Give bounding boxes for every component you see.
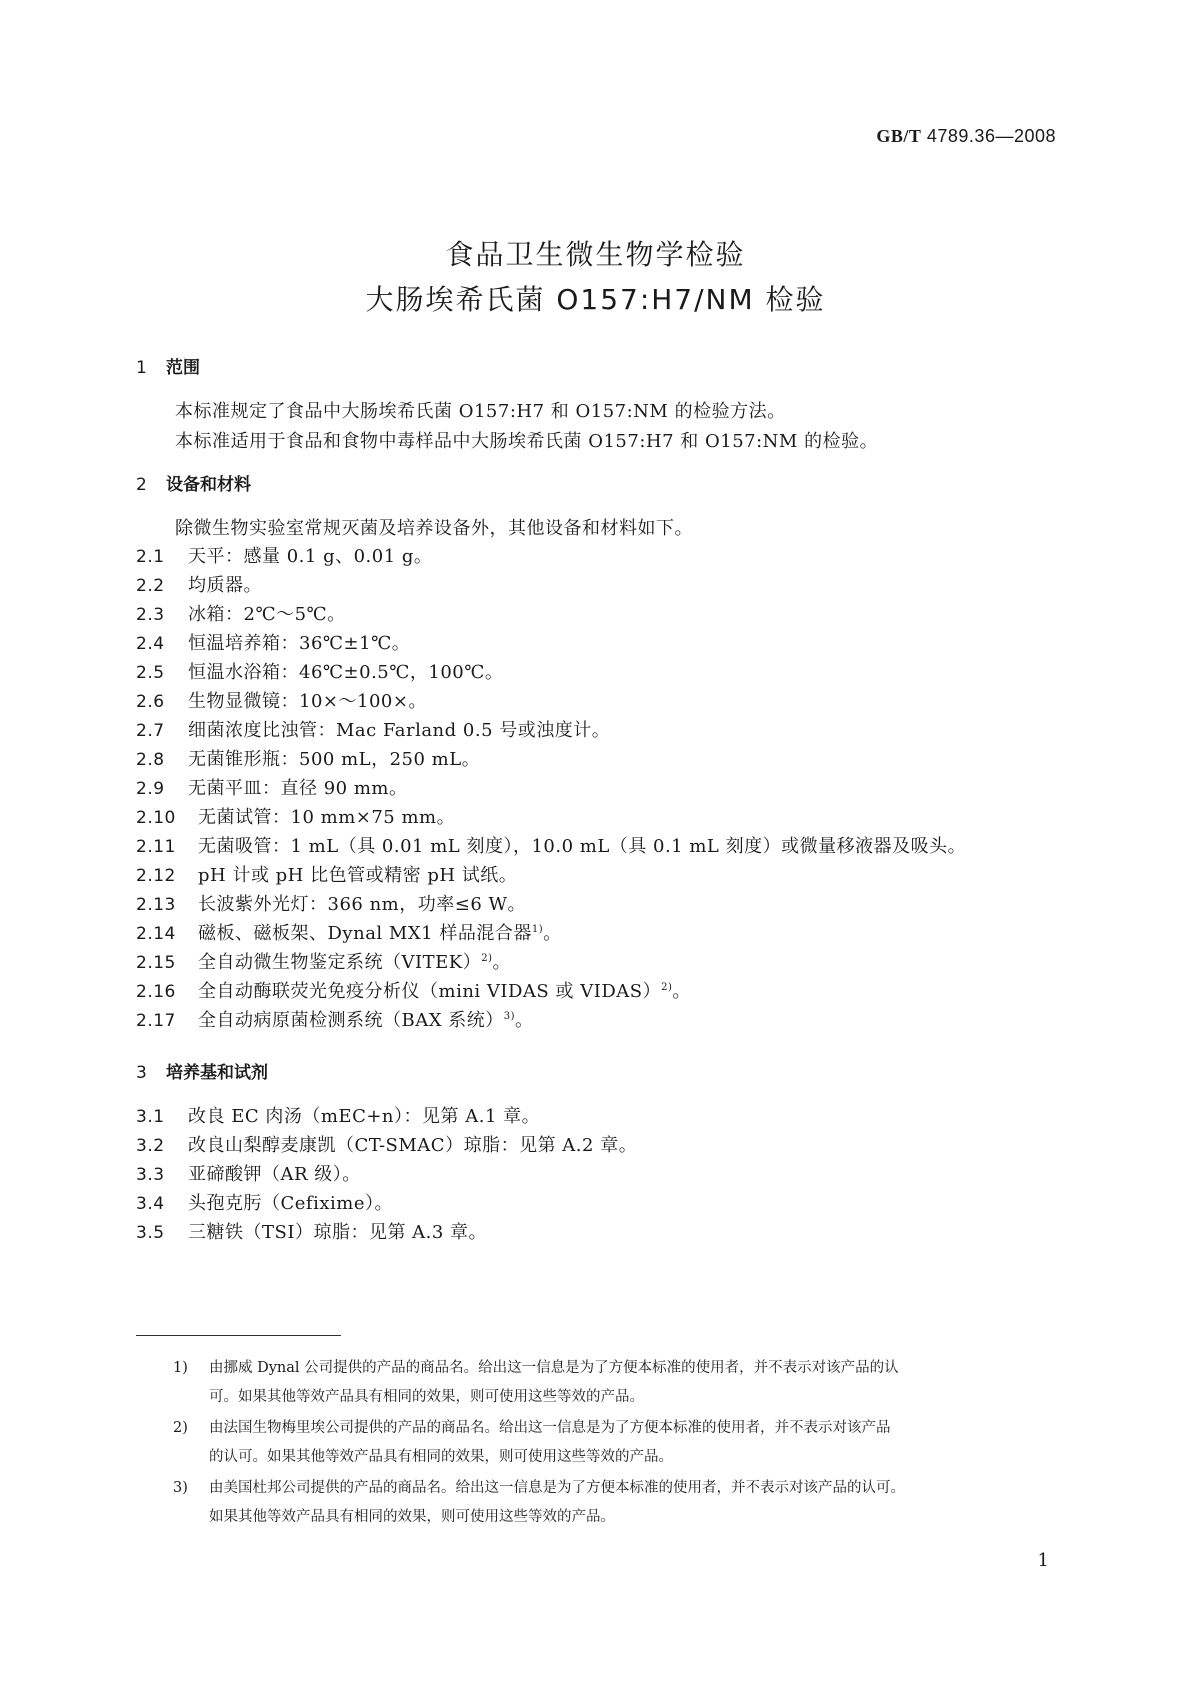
- list-item: 3.3 亚碲酸钾（AR 级）。: [136, 1164, 361, 1185]
- list-item: 2.10 无菌试管：10 mm×75 mm。: [136, 807, 456, 828]
- list-item: 2.9 无菌平皿：直径 90 mm。: [136, 778, 408, 799]
- list-item: 2.13 长波紫外光灯：366 nm，功率≤6 W。: [136, 894, 526, 915]
- list-item: 2.12 pH 计或 pH 比色管或精密 pH 试纸。: [136, 865, 518, 886]
- footnote-1: 1) 由挪威 Dynal 公司提供的产品的商品名。给出这一信息是为了方便本标准的使用者，并不表示对该产品的认 可。如果其他等效产品具有相同的效果，则可使用这些等效的产品。: [173, 1360, 899, 1405]
- section-2-intro: 除微生物实验室常规灭菌及培养设备外，其他设备和材料如下。: [175, 518, 693, 539]
- list-item: 2.4 恒温培养箱：36℃±1℃。: [136, 633, 411, 654]
- list-item: 2.3 冰箱：2℃～5℃。: [136, 604, 346, 625]
- list-item: 2.6 生物显微镜：10×～100×。: [136, 691, 427, 712]
- list-item: 2.11 无菌吸管：1 mL（具 0.01 mL 刻度），10.0 mL（具 0.1 mL 刻度）或微量移液器及吸头。: [136, 836, 967, 857]
- list-item: 3.1 改良 EC 肉汤（mEC+n）：见第 A.1 章。: [136, 1106, 541, 1127]
- section-3-heading: 3 培养基和试剂: [136, 1063, 268, 1083]
- list-item: 3.5 三糖铁（TSI）琼脂：见第 A.3 章。: [136, 1222, 488, 1243]
- list-item: 2.8 无菌锥形瓶：500 mL，250 mL。: [136, 749, 481, 770]
- list-item: 2.7 细菌浓度比浊管：Mac Farland 0.5 号或浊度计。: [136, 720, 611, 741]
- list-item: 2.15 全自动微生物鉴定系统（VITEK）$^{2)}$。: [136, 952, 511, 973]
- list-item: 3.2 改良山梨醇麦康凯（CT-SMAC）琼脂：见第 A.2 章。: [136, 1135, 638, 1156]
- standard-number: 4789.36—2008: [926, 126, 1056, 146]
- standard-prefix: GB/T: [876, 126, 922, 146]
- list-item: 2.14 磁板、磁板架、Dynal MX1 样品混合器$^{1)}$。: [136, 923, 562, 944]
- list-item: 2.16 全自动酶联荧光免疫分析仪（mini VIDAS 或 VIDAS）$^{2)}$。: [136, 981, 691, 1002]
- footnote-ref: 3): [503, 1011, 516, 1022]
- footnote-2: 2) 由法国生物梅里埃公司提供的产品的商品名。给出这一信息是为了方便本标准的使用者，并不表示对该产品 的认可。如果其他等效产品具有相同的效果，则可使用这些等效的产品。: [173, 1420, 891, 1465]
- page-number: 1: [1037, 1550, 1049, 1571]
- document-title: [0, 232, 1191, 322]
- list-item: 2.17 全自动病原菌检测系统（BAX 系统）$^{3)}$。: [136, 1010, 534, 1031]
- standard-code: [876, 126, 1056, 147]
- footnote-3: 3) 由美国杜邦公司提供的产品的商品名。给出这一信息是为了方便本标准的使用者，并不表示对该产品的认可。 如果其他等效产品具有相同的效果，则可使用这些等效的产品。: [173, 1480, 905, 1525]
- footnote-ref: 1): [531, 924, 544, 935]
- list-item: 2.2 均质器。: [136, 575, 262, 596]
- list-item: 2.5 恒温水浴箱：46℃±0.5℃，100℃。: [136, 662, 504, 683]
- section-2-heading: 2 设备和材料: [136, 475, 251, 495]
- list-item: 3.4 头孢克肟（Cefixime）。: [136, 1193, 393, 1214]
- footnote-divider: [136, 1335, 341, 1336]
- section-1-heading: 1 范围: [136, 358, 200, 378]
- section-1-para-2: 本标准适用于食品和食物中毒样品中大肠埃希氏菌 O157:H7 和 O157:NM 的检验。: [175, 431, 879, 452]
- section-1-para-1: 本标准规定了食品中大肠埃希氏菌 O157:H7 和 O157:NM 的检验方法。: [175, 401, 786, 422]
- title-line-2: 大肠埃希氏菌 O157:H7/NM 检验: [365, 283, 826, 316]
- footnote-ref: 2): [661, 982, 673, 993]
- title-line-1: 食品卫生微生物学检验: [445, 238, 746, 271]
- list-item: 2.1 天平：感量 0.1 g、0.01 g。: [136, 546, 433, 567]
- footnote-ref: 2): [481, 953, 493, 964]
